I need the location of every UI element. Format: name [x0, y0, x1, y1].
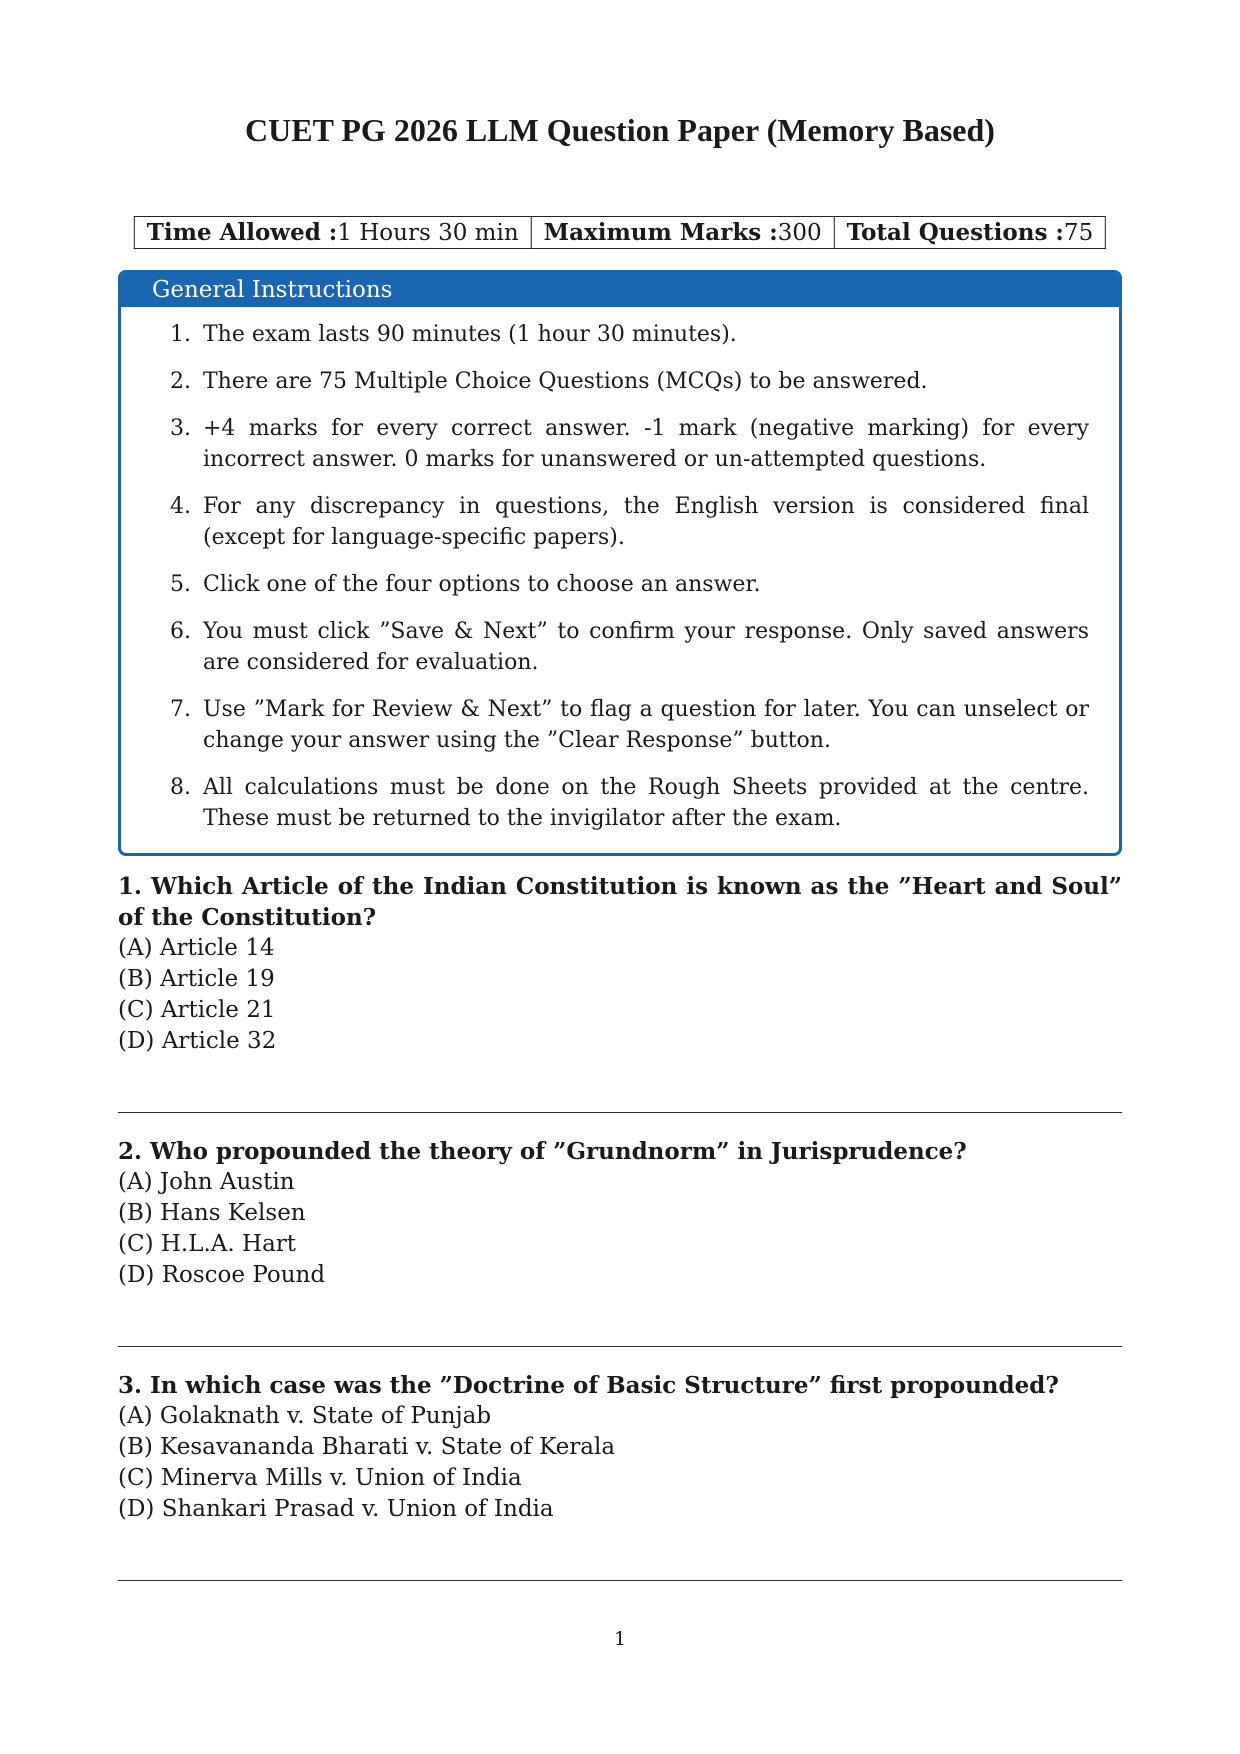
instruction-text: The exam lasts 90 minutes (1 hour 30 minutes). — [203, 322, 737, 347]
answer-option: (D) Article 32 — [118, 1028, 277, 1054]
question-text: 3. In which case was the ”Doctrine of Basic Structure” first propounded? — [118, 1372, 1059, 1399]
answer-option: (B) Hans Kelsen — [118, 1200, 306, 1226]
maximum-marks-cell — [531, 217, 834, 249]
instruction-item — [170, 694, 1089, 756]
answer-option: (C) H.L.A. Hart — [118, 1231, 297, 1257]
instruction-text: +4 marks for every correct answer. -1 mark (negative marking) for every incorrect answer. 0 marks for unanswered or un-attempted questions. — [203, 416, 1089, 472]
time-allowed-cell — [134, 217, 531, 249]
instruction-text: All calculations must be done on the Rough Sheets provided at the centre. These must be returned to the invigilator after the exam. — [203, 775, 1089, 831]
question-block — [118, 1370, 1122, 1525]
time-allowed-value: 1 Hours 30 min — [337, 220, 519, 246]
instruction-number: 3. — [170, 416, 191, 441]
page-number: 1 — [613, 1628, 627, 1650]
total-questions-label: Total Questions : — [846, 219, 1064, 246]
exam-meta-table — [134, 216, 1106, 249]
instruction-item — [170, 413, 1089, 475]
instruction-text: Use ”Mark for Review & Next” to flag a question for later. You can unselect or change your answer using the ”Clear Response” button. — [203, 697, 1089, 753]
instruction-item — [170, 569, 1089, 600]
instruction-text: Click one of the four options to choose an answer. — [203, 572, 761, 597]
question-divider — [118, 1112, 1122, 1113]
page-title: CUET PG 2026 LLM Question Paper (Memory Based) — [245, 112, 995, 148]
answer-option: (B) Article 19 — [118, 966, 275, 992]
instruction-number: 7. — [170, 697, 191, 722]
answer-option: (A) Golaknath v. State of Punjab — [118, 1403, 492, 1429]
question-block — [118, 1136, 1122, 1291]
maximum-marks-label: Maximum Marks : — [543, 219, 778, 246]
instruction-number: 4. — [170, 494, 191, 519]
question-divider — [118, 1580, 1122, 1581]
instruction-item — [170, 616, 1089, 678]
question-text: 1. Which Article of the Indian Constitution is known as the ”Heart and Soul” of the Constitution? — [118, 873, 1122, 931]
answer-option: (A) John Austin — [118, 1169, 295, 1195]
time-allowed-label: Time Allowed : — [146, 219, 338, 246]
instruction-number: 2. — [170, 369, 191, 394]
instructions-list — [121, 307, 1119, 834]
maximum-marks-value: 300 — [777, 220, 822, 246]
instruction-item — [170, 491, 1089, 553]
total-questions-cell — [834, 217, 1106, 249]
total-questions-value: 75 — [1063, 220, 1094, 246]
instruction-text: There are 75 Multiple Choice Questions (MCQs) to be answered. — [203, 369, 928, 394]
instruction-number: 8. — [170, 775, 191, 800]
answer-option: (D) Roscoe Pound — [118, 1262, 326, 1288]
instruction-item — [170, 772, 1089, 834]
answer-option: (D) Shankari Prasad v. Union of India — [118, 1496, 554, 1522]
instruction-item — [170, 366, 1089, 397]
instruction-item — [170, 319, 1089, 350]
question-text: 2. Who propounded the theory of ”Grundnorm” in Jurisprudence? — [118, 1138, 967, 1165]
question-divider — [118, 1346, 1122, 1347]
instructions-header: General Instructions — [121, 273, 1119, 307]
answer-option: (B) Kesavananda Bharati v. State of Kerala — [118, 1434, 616, 1460]
instruction-text: For any discrepancy in questions, the English version is considered final (except for language-specific papers). — [203, 494, 1089, 550]
instruction-number: 1. — [170, 322, 191, 347]
answer-option: (C) Article 21 — [118, 997, 276, 1023]
question-block — [118, 871, 1122, 1057]
general-instructions-box — [118, 270, 1122, 856]
answer-option: (A) Article 14 — [118, 935, 275, 961]
instruction-number: 6. — [170, 619, 191, 644]
answer-option: (C) Minerva Mills v. Union of India — [118, 1465, 522, 1491]
instruction-text: You must click ”Save & Next” to confirm your response. Only saved answers are considered for evaluation. — [203, 619, 1089, 675]
instruction-number: 5. — [170, 572, 191, 597]
